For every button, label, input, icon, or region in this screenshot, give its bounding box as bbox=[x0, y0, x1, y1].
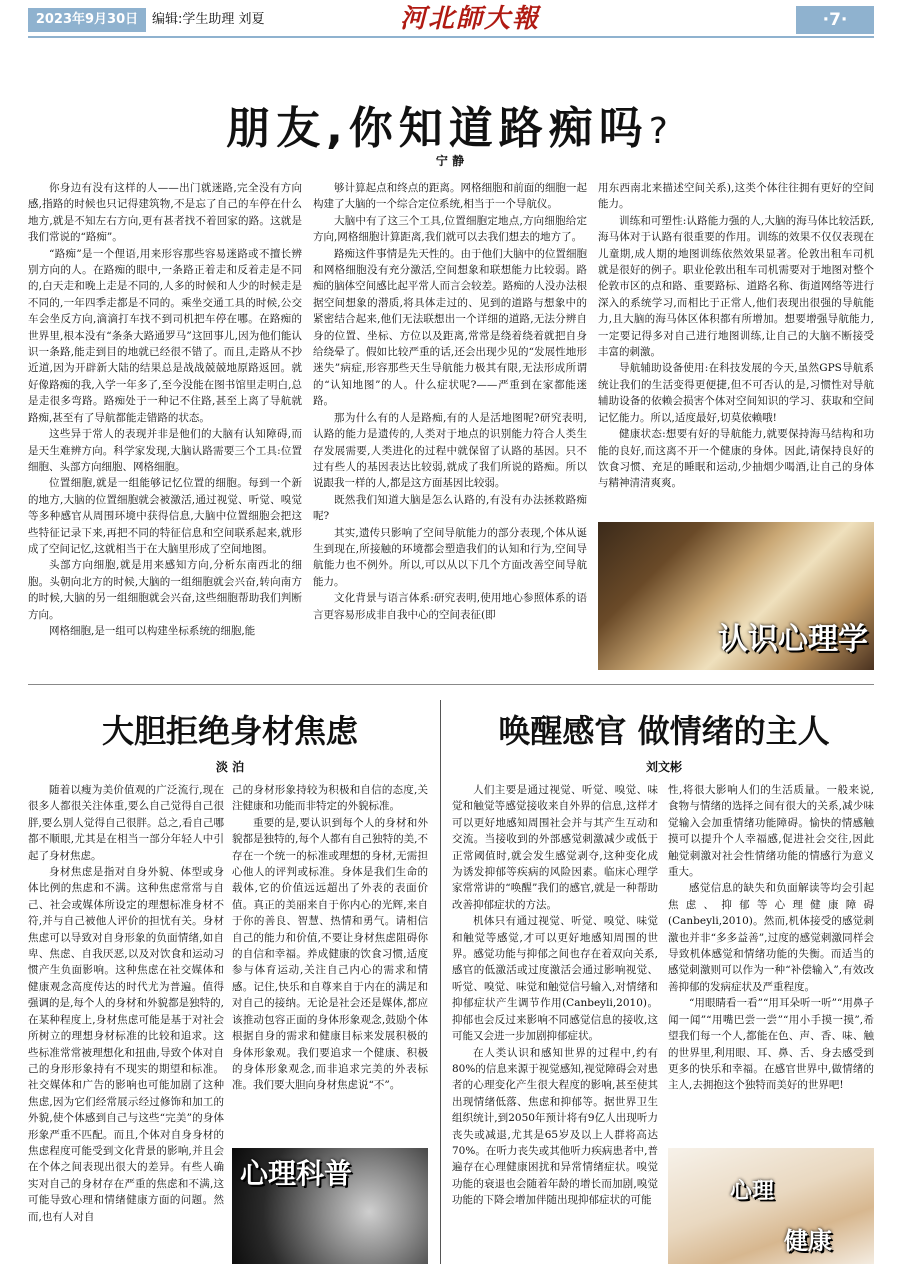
article-title bbox=[0, 92, 900, 156]
paragraph: 用东西南北来描述空间关系),这类个体往往拥有更好的空间能力。 bbox=[598, 182, 874, 211]
article-title: 大胆拒绝身材焦虑 bbox=[101, 712, 358, 750]
paragraph: 机体只有通过视觉、听觉、嗅觉、味觉和触觉等感觉,才可以更好地感知周围的世界。感觉功能与抑郁之间也存在着双向关系,感官的低激活或过度激活会通过影响视觉、听觉、嗅觉、味觉和触觉信号输入,对情绪和抑郁症状产生调节作用(Canbeyli,2010)。抑郁也会反过来影响不同感觉信息的接收,这可能又会进一步加剧抑郁症状。 bbox=[452, 915, 658, 1043]
paragraph: “路痴”是一个俚语,用来形容那些容易迷路或不擅长辨别方向的人。在路痴的眼中,一条路正着走和反着走是不同的,白天走和晚上走是不同的,人多的时候和人少的时候走是不同的,一年四季走都是不同的。乘坐交通工具的时候,公交车会坐反方向,滴滴打车找不到司机把车停在哪。在路痴的世界里,根本没有“条条大路通罗马”这回事儿,因为他们能认识一条路,能走到目的地就已经很不错了。而且,走路从不抄近道,因为开辟新大陆的结果总是战战兢兢地原路返回。就好像路痴的我,入学一年多了,至今没能在图书馆里走明白,总是走很多弯路。路痴处于一种记不住路,甚至上离了导航就路痴,甚至有了导航都能走错路的状态。 bbox=[28, 247, 302, 424]
paragraph: 既然我们知道大脑是怎么认路的,有没有办法拯救路痴呢? bbox=[313, 493, 587, 523]
paragraph: 重要的是,要认识到每个人的身材和外貌都是独特的,每个人都有自己独特的美,不存在一个统一的标准或理想的身材,无需担心他人的评判或标准。身体是我们生命的载体,它的价值远远超出了外表的表面价值。真正的美丽来自于你内心的光辉,来自于你的善良、智慧、热情和勇气。请相信自己的能力和价值,不要让身材焦虑阻碍你的自信和幸福。养成健康的饮食习惯,适度参与体育运动,关注自己内心的需求和情感。记住,快乐和自尊来自于内在的满足和对自己的接纳。无论是社会还是媒体,都应该推动包容正面的身体形象观念,鼓励个体根据自身的需求和健康目标来发展积极的身体形象观。我们要追求一个健康、积极的身体形象观念,而非追求完美的外表标准。我们要大胆向身材焦虑说“不”。 bbox=[232, 816, 428, 1092]
article-byline: 宁 静 bbox=[435, 154, 465, 168]
paragraph: 训练和可塑性:认路能力强的人,大脑的海马体比较活跃,海马体对于认路有很重要的作用。训练的效果不仅仅表现在儿童期,成人期的地图训练依然效果显著。伦敦出租车司机就是很好的例子。职业伦敦出租车司机需要对于地图对整个伦敦市区的点和路、重要路标、道路名称、街道网络等进行深入的系统学习,而相比于正常人,他们表现出很强的导航能力,且大脑的海马体区体积都有所增加。想要增强导航能力,一定要记得多对自己进行地图训练,让自己的大脑不断接受丰富的刺激。 bbox=[598, 214, 874, 359]
section-label-bottom: 健康 bbox=[784, 1227, 832, 1255]
page-number: ·7· bbox=[796, 6, 874, 34]
section-label: 心理科普 bbox=[240, 1157, 353, 1190]
issue-date: 2023年9月30日 bbox=[28, 8, 146, 32]
column-divider bbox=[440, 700, 441, 1264]
paragraph: 位置细胞,就是一组能够记忆位置的细胞。每到一个新的地方,大脑的位置细胞就会被激活,通过视觉、听觉、嗅觉等多种感官从周围环境中获得信息,大脑中位置细胞会把这些特征记录下来,再把不同的特征信息和空间联系起来,就形成了空间记忆,这就相当于在大脑里形成了空间地图。 bbox=[28, 477, 302, 555]
newspaper-masthead: 河北師大報 bbox=[399, 4, 540, 34]
article-title: 唤醒感官 做情绪的主人 bbox=[498, 712, 830, 750]
article-column bbox=[598, 180, 874, 518]
article-column bbox=[28, 782, 224, 1262]
paragraph: 随着以瘦为美价值观的广泛流行,现在很多人都很关注体重,要么自己觉得自己很胖,要么别人觉得自己很胖。总之,看自己哪都不顺眼,尤其是在相当一部分年轻人中引起了身材焦虑。 bbox=[28, 784, 224, 862]
paragraph: 头部方向细胞,就是用来感知方向,分析东南西北的细胞。头朝向北方的时候,大脑的一组细胞就会兴奋,转向南方的时候,大脑的另一组细胞就会兴奋,这些细胞帮助我们判断方向。 bbox=[28, 559, 302, 621]
paragraph: 身材焦虑是指对自身外貌、体型或身体比例的焦虑和不满。这种焦虑常常与自己、社会或媒体所设定的理想标准身材不符,并与自己被他人评价的担忧有关。身材焦虑可以导致对自身形象的负面情绪,如自卑、焦虑、自我厌恶,以及对饮食和运动习惯产生负面影响。这种焦虑在社交媒体和健康观念高度传达的时代尤为普遍。值得强调的是,每个人的身材和外貌都是独特的,在某种程度上,身材焦虑可能是基于对社会所树立的理想身材标准的比较和追求。这些标准常常被理想化和扭曲,导致个体对自己的身形形象持有不现实的期望和标准。社交媒体和广告的影响也可能加剧了这种焦虑,因为它们经常展示经过修饰和加工的外貌,使个体感到自己与这些“完美”的身体形象严重不匹配。而且,个体对自身身材的焦虑程度可能受到文化背景的影响,并且会在个体之间表现出很大的差异。有些人确实对自己的身材存在严重的焦虑和不满,这可能导致心理和情绪健康方面的问题。然而,也有人对自 bbox=[28, 866, 224, 1223]
paragraph: 其实,遗传只影响了空间导航能力的部分表现,个体从诞生到现在,所接触的环境都会塑造我们的认知和行为,空间导航能力也不例外。所以,可以从以下几个方面改善空间导航能力。 bbox=[313, 526, 587, 588]
section-label: 认识心理学 bbox=[718, 622, 868, 657]
hands-photo bbox=[668, 1148, 874, 1264]
header-rule bbox=[28, 36, 874, 38]
paragraph: “用眼睛看一看”“用耳朵听一听”“用鼻子闻一闻”“用嘴巴尝一尝”“用小手摸一摸”,希望我们每一个人,都能在色、声、香、味、触的世界里,利用眼、耳、鼻、舌、身去感受到更多的快乐和幸福。在感官世界中,做情绪的主人,去拥抱这个独特而美好的世界吧! bbox=[668, 997, 874, 1092]
section-divider bbox=[28, 684, 874, 685]
paragraph: 够计算起点和终点的距离。网格细胞和前面的细胞一起构建了大脑的一个综合定位系统,相当于一个导航仪。 bbox=[313, 182, 587, 211]
article-byline: 刘文彬 bbox=[645, 760, 682, 774]
article-byline: 淡 泊 bbox=[215, 760, 245, 774]
paragraph: 感觉信息的缺失和负面解读等均会引起焦虑、抑郁等心理健康障碍(Canbeyli,2010)。然而,机体接受的感觉刺激也并非“多多益善”,过度的感觉刺激同样会导致机体感觉和情绪功能的失衡。而适当的感觉刺激则可以作为一种“补偿输入”,有效改善抑郁的发病症状及严重程度。 bbox=[668, 882, 874, 993]
article-title-mark: ? bbox=[648, 111, 674, 152]
article-column bbox=[232, 782, 428, 1142]
paragraph: 文化背景与语言体系:研究表明,使用地心参照体系的语言更容易形成非自我中心的空间表征(即 bbox=[313, 592, 587, 621]
paragraph: 己的身材形象持较为积极和自信的态度,关注健康和功能而非特定的外貌标准。 bbox=[232, 784, 428, 813]
paragraph: 网格细胞,是一组可以构建坐标系统的细胞,能 bbox=[49, 624, 256, 637]
paragraph: 性,将很大影响人们的生活质量。一般来说,食物与情绪的选择之间有很大的关系,减少味觉输入会加重情绪功能障碍。愉快的情感触摸可以提升个人幸福感,促进社会交往,因此触觉刺激对社会性情绪功能的情感行为意义重大。 bbox=[668, 784, 874, 879]
paragraph: 你身边有没有这样的人——出门就迷路,完全没有方向感,指路的时候也只记得建筑物,不是忘了自己的车停在什么地方,就是不知左右方向,更有甚者找不着回家的路。这就是我们常说的“路痴”。 bbox=[28, 182, 302, 244]
paragraph: 人们主要是通过视觉、听觉、嗅觉、味觉和触觉等感觉接收来自外界的信息,这样才可以更好地感知周围社会并与其产生互动和交流。当接收到的外部感觉刺激减少或低于正常阈值时,就会发生感觉剥夺,这种变化成为诱发抑郁等疾病的风险因素。临床心理学家常常讲的“唤醒”我们的感官,就是一种帮助改善抑郁症状的方法。 bbox=[452, 784, 658, 911]
section-label-top: 心理 bbox=[730, 1179, 775, 1204]
editor-credit: 编辑:学生助理 刘夏 bbox=[152, 12, 265, 27]
article-title-main: 朋友,你知道路痴吗 bbox=[226, 103, 649, 154]
paragraph: 大脑中有了这三个工具,位置细胞定地点,方向细胞给定方向,网格细胞计算距离,我们就可以去我们想去的地方了。 bbox=[313, 214, 587, 244]
article-column bbox=[668, 782, 874, 1142]
paragraph: 健康状态:想要有好的导航能力,就要保持海马结构和功能的良好,而这离不开一个健康的身体。因此,请保持良好的饮食习惯、充足的睡眠和运动,少抽烟少喝酒,让自己的身体与精神清清爽爽。 bbox=[598, 428, 874, 490]
article-column bbox=[313, 180, 587, 670]
article-column bbox=[28, 180, 302, 670]
paragraph: 在人类认识和感知世界的过程中,约有80%的信息来源于视觉感知,视觉障碍会对患者的心理变化产生很大程度的影响,甚至使其出现情绪低落、焦虑和抑郁等。据世界卫生组织统计,到2050年预计将有9亿人出现听力丧失或减退,尤其是65岁及以上人群将高达70%。在听力丧失或其他听力疾病患者中,普遍存在心理健康困扰和异常情绪症状。嗅觉功能的衰退也会随着年龄的增长而加剧,嗅觉功能的下降会增加伴随出现抑郁症状的可能 bbox=[452, 1046, 658, 1207]
paragraph: 这些异于常人的表现并非是他们的大脑有认知障碍,而是天生难辨方向。科学家发现,大脑认路需要三个工具:位置细胞、头部方向细胞、网格细胞。 bbox=[28, 428, 302, 473]
paragraph: 路痴这件事情是先天性的。由于他们大脑中的位置细胞和网格细胞没有充分激活,空间想象和联想能力比较弱。路痴的脑体空间感比起平常人而言会较差。路痴的人没办法根据空间想象的潜质,将具体走过的、见到的道路与想象中的紧密结合起来,他们无法联想出一个详细的道路,无法分辨自身的位置、坐标、方位以及距离,常常是绕着绕着就把自身给绕晕了。假如比较严重的话,还会出现少见的“发展性地形迷失”病症,形容那些天生导航能力极其有限,无法形成所谓的“认知地图”的人。什么症状呢?——严重到在家都能迷路。 bbox=[313, 247, 587, 408]
book-photo bbox=[598, 522, 874, 670]
paragraph: 导航辅助设备使用:在科技发展的今天,虽然GPS导航系统让我们的生活变得更便捷,但不可否认的是,习惯性对导航辅助设备的依赖会损害个体对空间知识的学习、获取和空间记忆能力。所以,适度最好,切莫依赖哦! bbox=[598, 362, 874, 424]
silhouette-photo bbox=[232, 1148, 428, 1264]
paragraph: 那为什么有的人是路痴,有的人是活地图呢?研究表明,认路的能力是遗传的,人类对于地点的识别能力符合人类生存发展需要,人类进化的过程中就保留了认路的基因。只不过有些人的基因表达比较弱,就成了我们所说的路痴。所以说跟我一样的人,都是这方面基因比较弱。 bbox=[313, 411, 587, 490]
article-column bbox=[452, 782, 658, 1262]
